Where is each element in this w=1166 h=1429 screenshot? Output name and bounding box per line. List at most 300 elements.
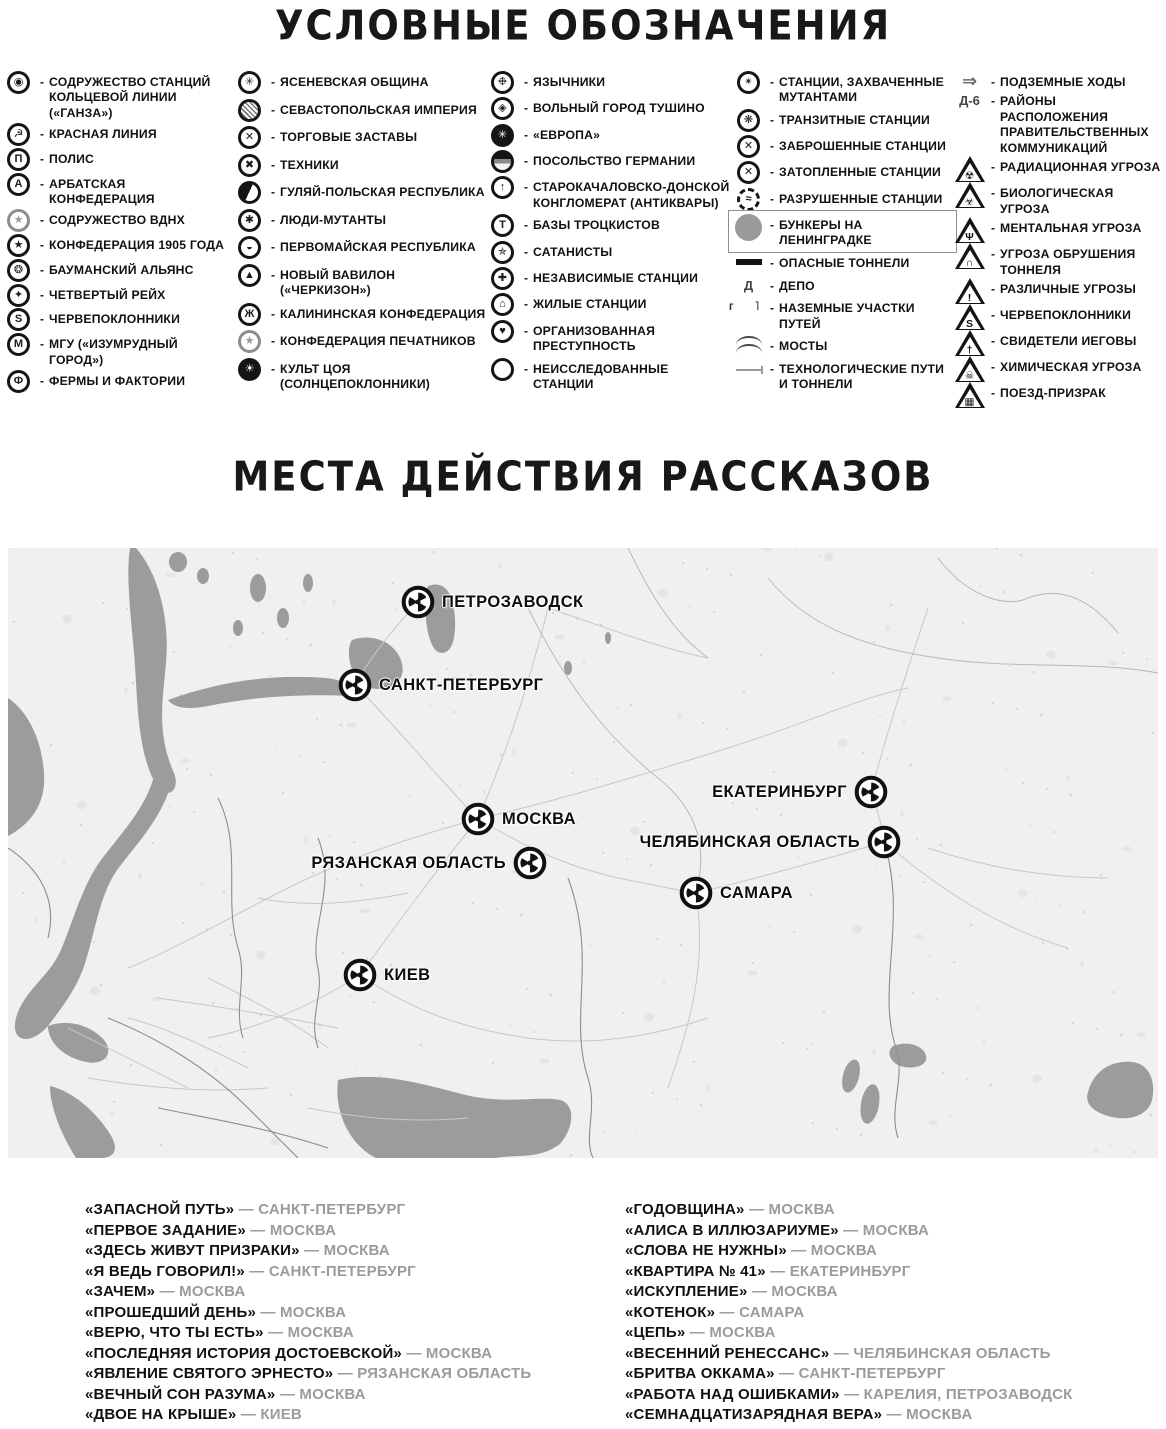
legend-icon-cell <box>953 356 986 382</box>
legend-icon-cell <box>233 358 266 381</box>
story-location: — САНКТ-ПЕТЕРБУРГ <box>774 1365 946 1382</box>
dangerous-tunnels-icon <box>736 259 762 265</box>
map-marker-label: ЧЕЛЯБИНСКАЯ ОБЛАСТЬ <box>639 832 860 851</box>
legend-item-dash: - <box>271 306 275 321</box>
legend-item-label: «ЕВРОПА» <box>533 127 601 142</box>
confederation-1905-icon: ★ <box>7 234 30 257</box>
legend-item <box>2 308 233 331</box>
story-item <box>625 1303 1155 1324</box>
legend-item <box>233 154 486 177</box>
story-title: «РАБОТА НАД ОШИБКАМИ» <box>625 1385 840 1403</box>
story-title: «ПРОШЕДШИЙ ДЕНЬ» <box>85 1303 257 1321</box>
legend-icon-cell <box>732 71 765 94</box>
russia-map <box>8 548 1158 1158</box>
legend-item-dash: - <box>40 262 44 277</box>
legend-item-dash: - <box>40 176 44 191</box>
legend-icon-cell <box>2 123 35 146</box>
legend-item <box>732 214 953 249</box>
story-item <box>625 1385 1155 1406</box>
story-item <box>85 1262 625 1283</box>
legend-item-dash: - <box>991 360 995 375</box>
underground-passages-icon: ⇒ <box>961 71 978 91</box>
story-item <box>625 1282 1155 1303</box>
legend-item-dash: - <box>770 217 774 232</box>
legend-icon-cell <box>486 124 519 147</box>
legend-item-dash: - <box>524 361 528 376</box>
legend-item-dash: - <box>271 361 275 376</box>
story-item <box>85 1364 625 1385</box>
legend-item-label: ПОЕЗД-ПРИЗРАК <box>1000 386 1106 401</box>
service-tracks-icon <box>736 369 762 371</box>
map-marker-label: МОСКВА <box>502 809 576 828</box>
legend-item-label: БИОЛОГИЧЕСКАЯ УГРОЗА <box>1000 186 1114 216</box>
legend-icon-cell <box>2 209 35 232</box>
story-title: «ИСКУПЛЕНИЕ» <box>625 1283 748 1300</box>
legend-item <box>486 293 732 316</box>
story-item <box>85 1282 625 1303</box>
legend-icon-cell <box>486 320 519 343</box>
story-title: «ЗДЕСЬ ЖИВУТ ПРИЗРАКИ» <box>85 1242 300 1259</box>
radiation-icon <box>513 846 547 880</box>
jehovahs-witnesses-icon: † <box>955 330 985 356</box>
transit-stations-icon: ❋ <box>737 109 760 132</box>
legend-item <box>233 330 486 353</box>
legend-item <box>953 243 1164 278</box>
legend-item-dash: - <box>770 191 774 206</box>
vdnh-commonwealth-icon: ★ <box>7 209 30 232</box>
surface-tracks-icon: г ˥ <box>728 301 769 314</box>
legend-icon-cell <box>2 284 35 307</box>
legend-item-dash: - <box>524 153 528 168</box>
legend-icon-cell <box>233 330 266 353</box>
legend-item-dash: - <box>770 165 774 180</box>
legend-item-dash: - <box>40 213 44 228</box>
legend-icon-cell <box>2 71 35 94</box>
legend-item-dash: - <box>40 287 44 302</box>
legend-item-dash: - <box>271 334 275 349</box>
tsoi-cult-icon: ☀ <box>238 358 261 381</box>
story-location: — МОСКВА <box>401 1344 493 1362</box>
legend-item-label: КУЛЬТ ЦОЯ (СОЛНЦЕПОКЛОННИКИ) <box>280 361 431 392</box>
legend-item-label: ТЕХНИКИ <box>280 157 339 172</box>
map-marker-label: САНКТ-ПЕТЕРБУРГ <box>379 675 544 694</box>
legend-item-label: ТЕХНОЛОГИЧЕСКИЕ ПУТИ И ТОННЕЛИ <box>779 361 945 392</box>
legend-item-label: РАЙОНЫ РАСПОЛОЖЕНИЯ ПРАВИТЕЛЬСТВЕННЫХ КОММУНИКАЦИЙ <box>1000 94 1149 155</box>
legend-item <box>732 109 953 132</box>
legend-item-label: ПОЛИС <box>49 151 95 166</box>
abandoned-stations-icon: ✕ <box>737 135 760 158</box>
legend-item-dash: - <box>524 127 528 142</box>
legend-item-dash: - <box>770 113 774 128</box>
legend-item-dash: - <box>770 75 774 89</box>
story-item <box>625 1262 1155 1283</box>
story-item <box>85 1405 625 1426</box>
legend-icon-cell <box>2 370 35 393</box>
residential-stations-icon: ⌂ <box>491 293 514 316</box>
map-marker-label: ЕКАТЕРИНБУРГ <box>712 782 847 801</box>
map-marker-moskva <box>461 802 576 836</box>
legend-item <box>486 267 732 290</box>
legend-item-label: ОПАСНЫЕ ТОННЕЛИ <box>779 255 910 270</box>
independent-stations-icon: ✚ <box>491 267 514 290</box>
legend-item <box>486 214 732 237</box>
legend-item <box>2 173 233 208</box>
legend-item <box>486 150 732 173</box>
map-title: МЕСТА ДЕЙСТВИЯ РАССКАЗОВ <box>232 453 934 501</box>
satanists-icon: ✯ <box>491 241 514 264</box>
bauman-alliance-icon: ❂ <box>7 259 30 282</box>
legend-item-dash: - <box>524 244 528 259</box>
legend-item-dash: - <box>524 218 528 233</box>
legend-item-label: ПОСОЛЬСТВО ГЕРМАНИИ <box>533 153 696 168</box>
mutant-captured-stations-icon: ✴ <box>737 71 760 94</box>
legend-item-dash: - <box>40 75 44 89</box>
destroyed-stations-icon: ≈ <box>737 188 760 211</box>
legend-item <box>486 124 732 147</box>
story-location: — САНКТ-ПЕТЕРБУРГ <box>234 1201 406 1218</box>
legend-item-label: ПЕРВОМАЙСКАЯ РЕСПУБЛИКА <box>280 240 476 254</box>
map-marker-label: КИЕВ <box>384 965 431 984</box>
legend-item-dash: - <box>991 334 995 349</box>
ghost-train-icon: ▦ <box>955 382 985 408</box>
trotskyist-bases-icon: Т <box>491 214 514 237</box>
legend-column <box>486 71 732 393</box>
legend-item-label: БАЗЫ ТРОЦКИСТОВ <box>533 218 660 233</box>
legend-icon-cell <box>486 241 519 264</box>
tunnel-collapse-hazard-icon: ∩ <box>955 243 985 269</box>
legend-item-dash: - <box>524 75 528 89</box>
legend-item-dash: - <box>991 94 995 109</box>
depot-icon: Д <box>743 277 754 293</box>
legend-item-label: БАУМАНСКИЙ АЛЬЯНС <box>49 262 194 277</box>
legend-item <box>233 71 486 94</box>
legend-item-dash: - <box>524 101 528 116</box>
legend-item-label: СВИДЕТЕЛИ ИЕГОВЫ <box>1000 334 1137 349</box>
legend-item-dash: - <box>271 75 275 89</box>
story-location: — ЧЕЛЯБИНСКАЯ ОБЛАСТЬ <box>829 1344 1051 1362</box>
legend-icon-cell <box>732 335 765 351</box>
story-title: «ЯВЛЕНИЕ СВЯТОГО ЭРНЕСТО» <box>85 1365 334 1382</box>
legend-icon-cell <box>486 71 519 94</box>
radiation-icon <box>338 668 372 702</box>
legend-item-dash: - <box>271 267 275 282</box>
legend-item-dash: - <box>524 180 528 195</box>
legend-item-dash: - <box>991 247 995 262</box>
various-hazards-icon: ! <box>955 278 985 304</box>
story-item <box>85 1323 625 1344</box>
legend-item-label: СТАРОКАЧАЛОВСКО-ДОНСКОЙ КОНГЛОМЕРАТ (АНТИКВАРЫ) <box>533 180 730 210</box>
story-location: — МОСКВА <box>275 1385 366 1403</box>
legend-icon-cell <box>486 97 519 120</box>
story-location: — МОСКВА <box>263 1324 354 1341</box>
legend-item-dash: - <box>770 255 774 270</box>
legend-item-dash: - <box>991 282 995 297</box>
story-item <box>625 1200 1155 1221</box>
gulyai-pole-republic-icon <box>238 181 261 204</box>
legend-item <box>486 71 732 94</box>
arbat-confederation-icon: А <box>7 173 30 196</box>
story-location: — МОСКВА <box>685 1324 776 1341</box>
legend-item-dash: - <box>991 221 995 236</box>
pervomayskaya-republic-icon: ◒ <box>238 236 261 259</box>
mental-hazard-icon: Ψ <box>955 217 985 243</box>
legend-item-dash: - <box>770 301 774 316</box>
legend-item-label: ОРГАНИЗОВАННАЯ ПРЕСТУПНОСТЬ <box>533 323 656 354</box>
legend-item <box>233 264 486 299</box>
story-title: «АЛИСА В ИЛЛЮЗАРИУМЕ» <box>625 1221 839 1239</box>
legend-icon-cell <box>2 173 35 196</box>
legend-icon-cell <box>953 217 986 243</box>
legend-icon-cell <box>2 148 35 171</box>
legend-item <box>2 123 233 146</box>
technicians-icon: ✖ <box>238 154 261 177</box>
legend-item <box>728 297 953 332</box>
legend-item-dash: - <box>991 186 995 201</box>
legend-item <box>953 356 1164 382</box>
story-title: «ВЕЧНЫЙ СОН РАЗУМА» <box>85 1385 276 1403</box>
legend-item <box>732 188 953 211</box>
legend-item <box>233 236 486 259</box>
legend-icon-cell <box>233 209 266 232</box>
legend-item <box>953 182 1164 217</box>
story-item <box>85 1385 625 1406</box>
hanza-icon: ◉ <box>7 71 30 94</box>
legend-item <box>233 181 486 204</box>
biological-hazard-icon: ☣ <box>955 182 985 208</box>
legend-icon-cell <box>233 181 266 204</box>
map-marker-petrozavodsk <box>401 585 583 619</box>
story-item <box>85 1241 625 1262</box>
legend-item-label: НЕЗАВИСИМЫЕ СТАНЦИИ <box>533 271 699 286</box>
legend-item-label: ФЕРМЫ И ФАКТОРИИ <box>49 373 186 388</box>
legend-item-label: УГРОЗА ОБРУШЕНИЯ ТОННЕЛЯ <box>1000 247 1136 277</box>
bridges-icon <box>736 335 762 351</box>
story-item <box>625 1344 1155 1365</box>
story-location: — ЕКАТЕРИНБУРГ <box>765 1262 911 1280</box>
legend-item-dash: - <box>524 297 528 312</box>
legend-item-label: ЛЮДИ-МУТАНТЫ <box>280 212 387 227</box>
legend-icon-cell <box>732 109 765 132</box>
story-title: «СЛОВА НЕ НУЖНЫ» <box>625 1242 787 1259</box>
legend-item <box>2 333 233 368</box>
legend-icon-cell <box>953 304 986 330</box>
legend-item-label: ЗАТОПЛЕННЫЕ СТАНЦИИ <box>779 165 941 180</box>
story-title: «КВАРТИРА № 41» <box>625 1262 766 1280</box>
legend-item <box>732 71 953 106</box>
legend-item-dash: - <box>271 130 275 144</box>
legend-item <box>2 284 233 307</box>
map-marker-sankt-peterburg <box>338 668 543 702</box>
legend-item-dash: - <box>991 386 995 401</box>
legend-icon-cell <box>953 71 986 90</box>
legend-item-dash: - <box>991 75 995 89</box>
trade-outposts-icon: ✕ <box>238 126 261 149</box>
legend-item-dash: - <box>991 308 995 323</box>
legend-item-label: МЕНТАЛЬНАЯ УГРОЗА <box>1000 221 1142 236</box>
legend-item <box>732 135 953 158</box>
legend-item <box>2 370 233 393</box>
legend-item <box>233 209 486 232</box>
legend-item <box>953 382 1164 408</box>
legend-item <box>486 358 732 393</box>
legend-item-label: СОДРУЖЕСТВО ВДНХ <box>49 213 185 228</box>
map-marker-label: САМАРА <box>720 883 793 902</box>
legend-item-label: КОНФЕДЕРАЦИЯ ПЕЧАТНИКОВ <box>280 334 476 349</box>
map-marker-ekaterinburg <box>712 775 888 809</box>
story-item <box>625 1221 1155 1242</box>
legend-item <box>486 97 732 120</box>
legend-title: УСЛОВНЫЕ ОБОЗНАЧЕНИЯ <box>274 2 892 50</box>
printers-confederation-icon: ★ <box>238 330 261 353</box>
europe-icon: ✳ <box>491 124 514 147</box>
legend-icon-cell <box>486 267 519 290</box>
legend-item <box>953 278 1164 304</box>
map-marker-ryazanskaya-oblast <box>311 846 547 880</box>
legend-item-label: НЕИССЛЕДОВАННЫЕ СТАНЦИИ <box>533 361 669 392</box>
legend-item-label: ЧЕРВЕПОКЛОННИКИ <box>49 312 181 327</box>
story-location: — МОСКВА <box>838 1221 930 1239</box>
story-item <box>625 1405 1155 1426</box>
legend-item-dash: - <box>271 102 275 117</box>
worm-worshippers-hazard-icon: S <box>955 304 985 330</box>
organized-crime-icon: ♥ <box>491 320 514 343</box>
legend-item <box>233 303 486 326</box>
legend-item-label: МОСТЫ <box>779 339 828 354</box>
story-item <box>85 1200 625 1221</box>
legend-item-label: ПОДЗЕМНЫЕ ХОДЫ <box>1000 75 1126 89</box>
story-title: «ЗАПАСНОЙ ПУТЬ» <box>85 1201 235 1218</box>
story-location: — САНКТ-ПЕТЕРБУРГ <box>244 1262 416 1280</box>
legend-item-dash: - <box>40 238 44 253</box>
story-location: — МОСКВА <box>155 1283 246 1300</box>
starokachalovsko-donskoy-icon: ↑ <box>491 176 514 199</box>
radiation-icon <box>679 876 713 910</box>
story-item <box>625 1241 1155 1262</box>
legend-item <box>2 209 233 232</box>
legend-icon-cell <box>233 236 266 259</box>
legend-item <box>732 358 953 393</box>
legend-column <box>728 71 953 393</box>
legend-item-label: МГУ («ИЗУМРУДНЫЙ ГОРОД») <box>49 337 178 367</box>
legend-columns <box>0 71 1166 408</box>
legend-item-label: РАЗРУШЕННЫЕ СТАНЦИИ <box>779 191 943 206</box>
story-title: «БРИТВА ОККАМА» <box>625 1365 775 1382</box>
legend-icon-cell <box>732 358 765 371</box>
legend-item-label: СОДРУЖЕСТВО СТАНЦИЙ КОЛЬЦЕВОЙ ЛИНИИ («ГАНЗА») <box>49 75 211 120</box>
story-title: «ВЕСЕННИЙ РЕНЕССАНС» <box>625 1344 830 1362</box>
story-item <box>625 1364 1155 1385</box>
legend-icon-cell <box>728 297 769 314</box>
legend-icon-cell <box>2 308 35 331</box>
story-title: «ЗАЧЕМ» <box>85 1283 156 1300</box>
legend-item-label: ТОРГОВЫЕ ЗАСТАВЫ <box>280 130 418 144</box>
legend-item-dash: - <box>271 240 275 254</box>
new-babylon-icon: ▲ <box>238 264 261 287</box>
legend-item <box>953 217 1164 243</box>
legend-item <box>953 71 1164 90</box>
legend-item-label: ВОЛЬНЫЙ ГОРОД ТУШИНО <box>533 101 705 116</box>
legend-item-label: ДЕПО <box>779 278 815 293</box>
legend-item-label: ХИМИЧЕСКАЯ УГРОЗА <box>1000 360 1142 375</box>
legend-icon-cell <box>953 382 986 408</box>
radiation-icon <box>343 958 377 992</box>
legend-item-label: ЖИЛЫЕ СТАНЦИИ <box>533 297 647 312</box>
legend-item-label: ТРАНЗИТНЫЕ СТАНЦИИ <box>779 113 930 128</box>
legend-item-label: ЧЕТВЕРТЫЙ РЕЙХ <box>49 287 166 302</box>
legend-icon-cell <box>2 259 35 282</box>
polis-icon: Π <box>7 148 30 171</box>
legend-item-dash: - <box>271 212 275 227</box>
legend-icon-cell <box>486 358 519 381</box>
legend-icon-cell <box>2 234 35 257</box>
story-title: «ПОСЛЕДНЯЯ ИСТОРИЯ ДОСТОЕВСКОЙ» <box>85 1344 402 1362</box>
story-item <box>85 1344 625 1365</box>
story-location: — МОСКВА <box>744 1201 835 1218</box>
legend-icon-cell <box>953 156 986 182</box>
unexplored-stations-icon <box>491 358 514 381</box>
legend-column <box>233 71 486 393</box>
legend-item-dash: - <box>40 151 44 166</box>
legend-icon-cell <box>732 161 765 184</box>
free-city-tushino-icon: ◈ <box>491 97 514 120</box>
legend-item-dash: - <box>770 361 774 376</box>
legend-item <box>2 71 233 121</box>
map-marker-samara <box>679 876 793 910</box>
legend-icon-cell <box>732 252 765 265</box>
legend-item <box>953 304 1164 330</box>
mgu-emerald-city-icon: M <box>7 333 30 356</box>
legend-icon-cell <box>953 278 986 304</box>
radiation-icon <box>401 585 435 619</box>
story-location: — МОСКВА <box>882 1406 973 1423</box>
legend-column <box>2 71 233 393</box>
story-title: «ПЕРВОЕ ЗАДАНИЕ» <box>85 1221 246 1239</box>
legend-item-dash: - <box>991 160 995 175</box>
legend-item-dash: - <box>40 127 44 142</box>
pagans-icon: ❉ <box>491 71 514 94</box>
map-marker-chelyabinskaya-oblast <box>640 825 901 859</box>
story-location: — МОСКВА <box>299 1242 390 1259</box>
kalinin-confederation-icon: Ж <box>238 303 261 326</box>
legend-item-label: БУНКЕРЫ НА ЛЕНИНГРАДКЕ <box>779 217 872 248</box>
legend-icon-cell <box>486 176 519 199</box>
story-location: — МОСКВА <box>256 1303 347 1321</box>
story-title: «ЦЕПЬ» <box>625 1324 686 1341</box>
legend-item-label: РАДИАЦИОННАЯ УГРОЗА <box>1000 160 1161 175</box>
legend-item-dash: - <box>770 139 774 154</box>
legend-item-label: НАЗЕМНЫЕ УЧАСТКИ ПУТЕЙ <box>779 301 915 331</box>
legend-icon-cell <box>732 275 765 293</box>
legend-item <box>486 176 732 211</box>
legend-item-dash: - <box>271 157 275 172</box>
legend-icon-cell <box>486 150 519 173</box>
legend-item <box>732 275 953 294</box>
radiation-icon <box>867 825 901 859</box>
legend-icon-cell <box>2 333 35 356</box>
legend-item-dash: - <box>770 278 774 293</box>
story-location: — МОСКВА <box>786 1242 878 1259</box>
legend-item <box>953 330 1164 356</box>
legend-icon-cell <box>953 243 986 269</box>
legend-item-dash: - <box>524 323 528 338</box>
legend-item-label: КОНФЕДЕРАЦИЯ 1905 ГОДА <box>49 238 225 253</box>
flooded-stations-icon: ✕ <box>737 161 760 184</box>
legend-item-dash: - <box>40 312 44 327</box>
legend-item-label: ЯСЕНЕВСКАЯ ОБЩИНА <box>280 75 429 89</box>
legend-item <box>2 259 233 282</box>
story-title: «Я ВЕДЬ ГОВОРИЛ!» <box>85 1262 245 1280</box>
story-location: — МОСКВА <box>245 1221 337 1239</box>
